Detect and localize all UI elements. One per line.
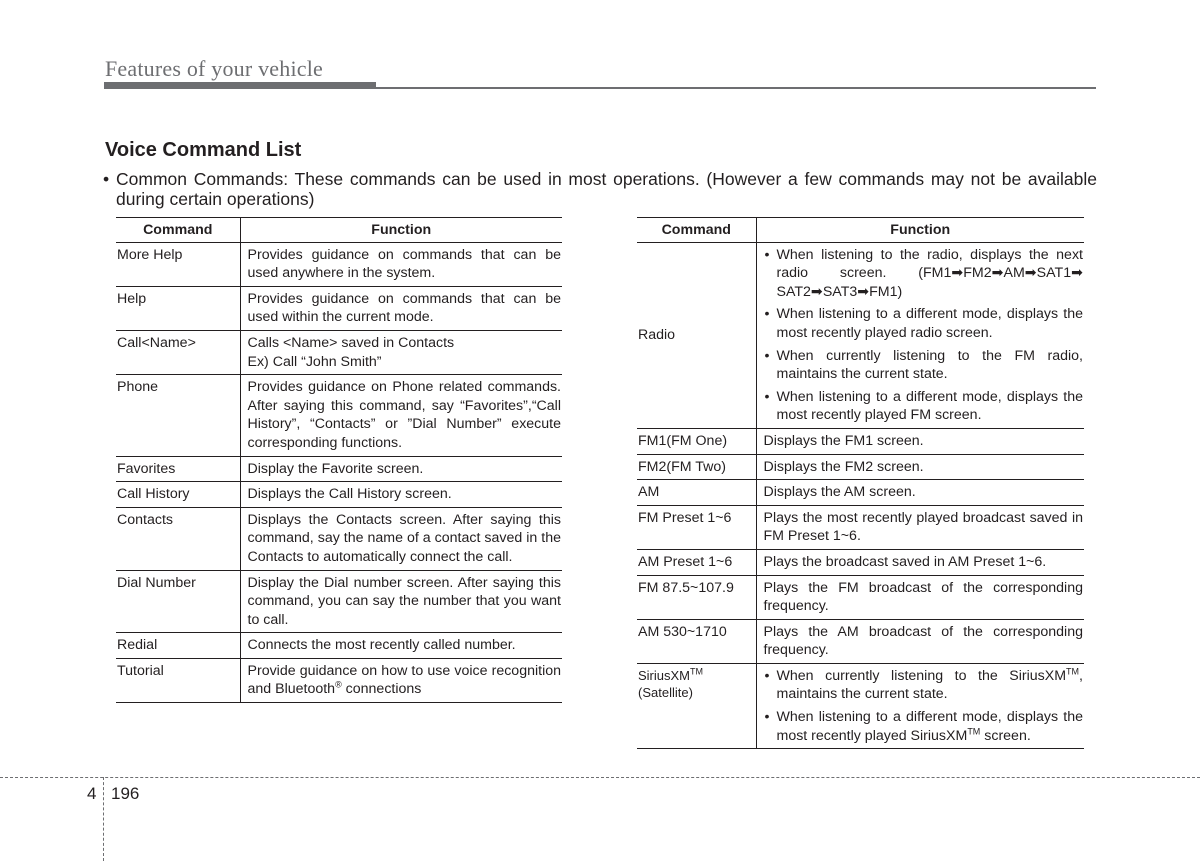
command-cell: FM 87.5~107.9 <box>637 575 756 619</box>
function-cell: Display the Dial number screen. After saying this command, you can say the number that you want to call. <box>240 570 562 633</box>
table-row <box>637 505 1084 549</box>
common-commands-table <box>116 217 562 703</box>
function-text: Provide guidance on how to use voice recognition and Bluetooth <box>247 662 561 698</box>
command-cell: FM2(FM Two) <box>637 454 756 480</box>
function-cell <box>756 663 1084 748</box>
table-row <box>116 507 562 570</box>
command-cell: Phone <box>116 375 240 456</box>
function-cell: Plays the AM broadcast of the corresponding frequency. <box>756 619 1084 663</box>
function-cell: Plays the FM broadcast of the corresponding frequency. <box>756 575 1084 619</box>
function-text: Calls <Name> saved in Contacts <box>247 334 455 351</box>
function-cell <box>756 242 1084 428</box>
table-row <box>637 575 1084 619</box>
command-cell: Redial <box>116 633 240 659</box>
table-row-radio <box>637 242 1084 428</box>
table-row <box>116 242 562 286</box>
function-column-header: Function <box>240 218 562 243</box>
list-item: • When listening to a different mode, displays the most recently played radio screen. <box>764 305 1084 342</box>
siriusxm-command-name: SiriusXM™ <box>638 666 704 683</box>
command-cell: FM1(FM One) <box>637 428 756 454</box>
table-row <box>637 549 1084 575</box>
table-header-row <box>637 218 1084 243</box>
table-row <box>116 330 562 374</box>
radio-commands-table <box>637 217 1084 749</box>
function-text-end: connections <box>341 681 422 698</box>
table-row-siriusxm <box>637 663 1084 748</box>
trademark-mark: TM <box>690 666 704 677</box>
list-item: • When currently listening to the SiriusXM™, maintains the current state. <box>764 667 1084 704</box>
function-cell: Connects the most recently called number. <box>240 633 562 659</box>
table-row <box>116 482 562 508</box>
siriusxm-command-sub: (Satellite) <box>638 684 693 700</box>
function-cell: Display the Favorite screen. <box>240 456 562 482</box>
command-cell: Radio <box>637 242 756 428</box>
footer-dashed-divider <box>103 777 104 861</box>
list-item: • When listening to a different mode, displays the most recently played FM screen. <box>764 388 1084 425</box>
section-title: Voice Command List <box>105 139 302 161</box>
siriusxm-bullet-list <box>764 667 1084 745</box>
table-row <box>637 454 1084 480</box>
header-rule-thick <box>104 82 376 89</box>
command-cell: Contacts <box>116 507 240 570</box>
table-row <box>116 633 562 659</box>
chapter-number: 4 <box>87 784 97 803</box>
page-number: 196 <box>111 784 140 803</box>
registered-mark: ® <box>335 679 342 690</box>
trademark-mark: TM <box>1066 666 1080 677</box>
function-cell <box>240 330 562 374</box>
function-cell: Plays the most recently played broadcast saved in FM Preset 1~6. <box>756 505 1084 549</box>
list-item: • When listening to the radio, displays the next radio screen. (FM1➡FM2➡AM➡SAT1➡ SAT2➡SAT3➡FM1) <box>764 246 1084 302</box>
function-cell: Provides guidance on Phone related commands. After saying this command, say “Favorites”,“Call History”, “Contacts” or ”Dial Number” execute corresponding functions. <box>240 375 562 456</box>
intro-text: Common Commands: These commands can be used in most operations. (However a few commands may not be available during certain operations) <box>116 169 1097 209</box>
command-cell: AM 530~1710 <box>637 619 756 663</box>
function-cell: Displays the Call History screen. <box>240 482 562 508</box>
command-cell: Tutorial <box>116 658 240 702</box>
command-cell: More Help <box>116 242 240 286</box>
table-row <box>116 456 562 482</box>
intro-paragraph <box>103 169 1097 209</box>
table-row <box>637 619 1084 663</box>
command-cell: Dial Number <box>116 570 240 633</box>
table-row <box>116 286 562 330</box>
command-cell <box>637 663 756 748</box>
function-cell: Provides guidance on commands that can be used anywhere in the system. <box>240 242 562 286</box>
command-cell: AM <box>637 480 756 506</box>
function-cell: Displays the AM screen. <box>756 480 1084 506</box>
table-row <box>116 570 562 633</box>
command-cell: AM Preset 1~6 <box>637 549 756 575</box>
command-cell: Favorites <box>116 456 240 482</box>
command-cell: Call History <box>116 482 240 508</box>
function-column-header: Function <box>756 218 1084 243</box>
list-item: • When currently listening to the FM radio, maintains the current state. <box>764 347 1084 384</box>
table-row <box>637 428 1084 454</box>
page-header-title: Features of your vehicle <box>105 56 324 81</box>
function-cell: Plays the broadcast saved in AM Preset 1~6. <box>756 549 1084 575</box>
function-cell: Displays the FM1 screen. <box>756 428 1084 454</box>
bullet-icon: • <box>103 169 110 189</box>
function-example: Ex) Call “John Smith” <box>247 353 382 370</box>
header-rule-thin <box>376 87 1096 89</box>
trademark-mark: TM <box>967 725 981 736</box>
radio-bullet-list <box>764 246 1084 425</box>
function-cell: Provides guidance on commands that can be used within the current mode. <box>240 286 562 330</box>
command-cell: Help <box>116 286 240 330</box>
footer-dashed-rule <box>0 777 1200 778</box>
command-column-header: Command <box>637 218 756 243</box>
table-header-row <box>116 218 562 243</box>
table-row <box>116 658 562 702</box>
table-row <box>116 375 562 456</box>
function-cell <box>240 658 562 702</box>
command-cell: FM Preset 1~6 <box>637 505 756 549</box>
function-cell: Displays the FM2 screen. <box>756 454 1084 480</box>
table-row <box>637 480 1084 506</box>
command-column-header: Command <box>116 218 240 243</box>
function-cell: Displays the Contacts screen. After saying this command, say the name of a contact saved in the Contacts to automatically connect the call. <box>240 507 562 570</box>
list-item: • When listening to a different mode, displays the most recently played SiriusXM™ screen. <box>764 708 1084 745</box>
command-cell: Call<Name> <box>116 330 240 374</box>
